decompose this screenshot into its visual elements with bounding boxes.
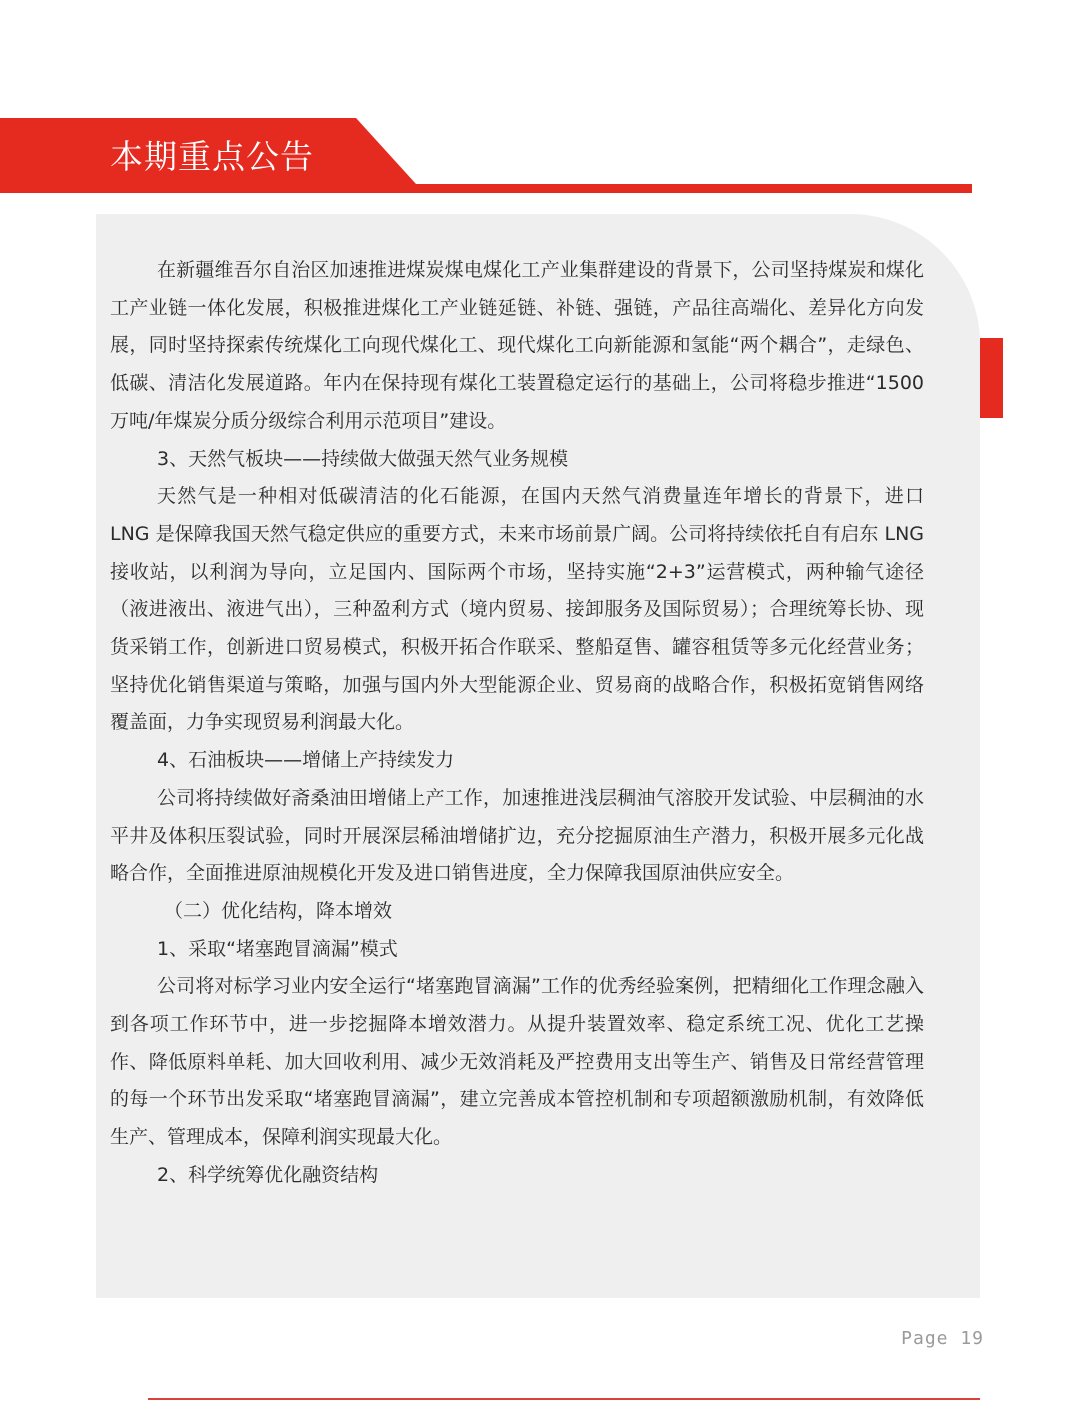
article-body [110, 252, 924, 1195]
section-heading: （二）优化结构，降本增效 [164, 899, 393, 922]
paragraph: 天然气是一种相对低碳清洁的化石能源，在国内天然气消费量连年增长的背景下，进口 LNG 是保障我国天然气稳定供应的重要方式，未来市场前景广阔。公司将持续依托自有启东 LNG 接收站，以利润为导向，立足国内、国际两个市场，坚持实施“2+3”运营模式，两种输气途径（液进液出、液进气出），三种盈利方式（境内贸易、接卸服务及国际贸易）；合理统筹长协、现货采销工作，创新进口贸易模式，积极开拓合作联采、整船趸售、罐容租赁等多元化经营业务；坚持优化销售渠道与策略，加强与国内外大型能源企业、贸易商的战略合作，积极拓宽销售网络覆盖面，力争实现贸易利润最大化。 [110, 485, 924, 734]
section-heading: 2、科学统筹优化融资结构 [157, 1163, 379, 1186]
section-heading: 3、天然气板块——持续做大做强天然气业务规模 [157, 447, 569, 470]
page-number: Page 19 [901, 1328, 984, 1349]
section-heading: 4、石油板块——增储上产持续发力 [157, 749, 455, 772]
footer-divider [148, 1398, 980, 1400]
paragraph: 公司将对标学习业内安全运行“堵塞跑冒滴漏”工作的优秀经验案例，把精细化工作理念融入到各项工作环节中，进一步挖掘降本增效潜力。从提升装置效率、稳定系统工况、优化工艺操作、降低原料单耗、加大回收利用、减少无效消耗及严控费用支出等生产、销售及日常经营管理的每一个环节出发采取“堵塞跑冒滴漏”，建立完善成本管控机制和专项超额激励机制，有效降低生产、管理成本，保障利润实现最大化。 [110, 975, 924, 1149]
paragraph: 在新疆维吾尔自治区加速推进煤炭煤电煤化工产业集群建设的背景下，公司坚持煤炭和煤化工产业链一体化发展，积极推进煤化工产业链延链、补链、强链，产品往高端化、差异化方向发展，同时坚持探索传统煤化工向现代煤化工、现代煤化工向新能源和氢能“两个耦合”，走绿色、低碳、清洁化发展道路。年内在保持现有煤化工装置稳定运行的基础上，公司将稳步推进“1500 万吨/年煤炭分质分级综合利用示范项目”建设。 [110, 259, 924, 432]
paragraph: 公司将持续做好斋桑油田增储上产工作，加速推进浅层稠油气溶胶开发试验、中层稠油的水平井及体积压裂试验，同时开展深层稀油增储扩边，充分挖掘原油生产潜力，积极开展多元化战略合作，全面推进原油规模化开发及进口销售进度，全力保障我国原油供应安全。 [110, 786, 924, 885]
banner-underline [0, 184, 972, 193]
side-tab-marker [980, 338, 1003, 418]
page-title: 本期重点公告 [110, 137, 314, 176]
section-heading: 1、采取“堵塞跑冒滴漏”模式 [157, 937, 398, 960]
